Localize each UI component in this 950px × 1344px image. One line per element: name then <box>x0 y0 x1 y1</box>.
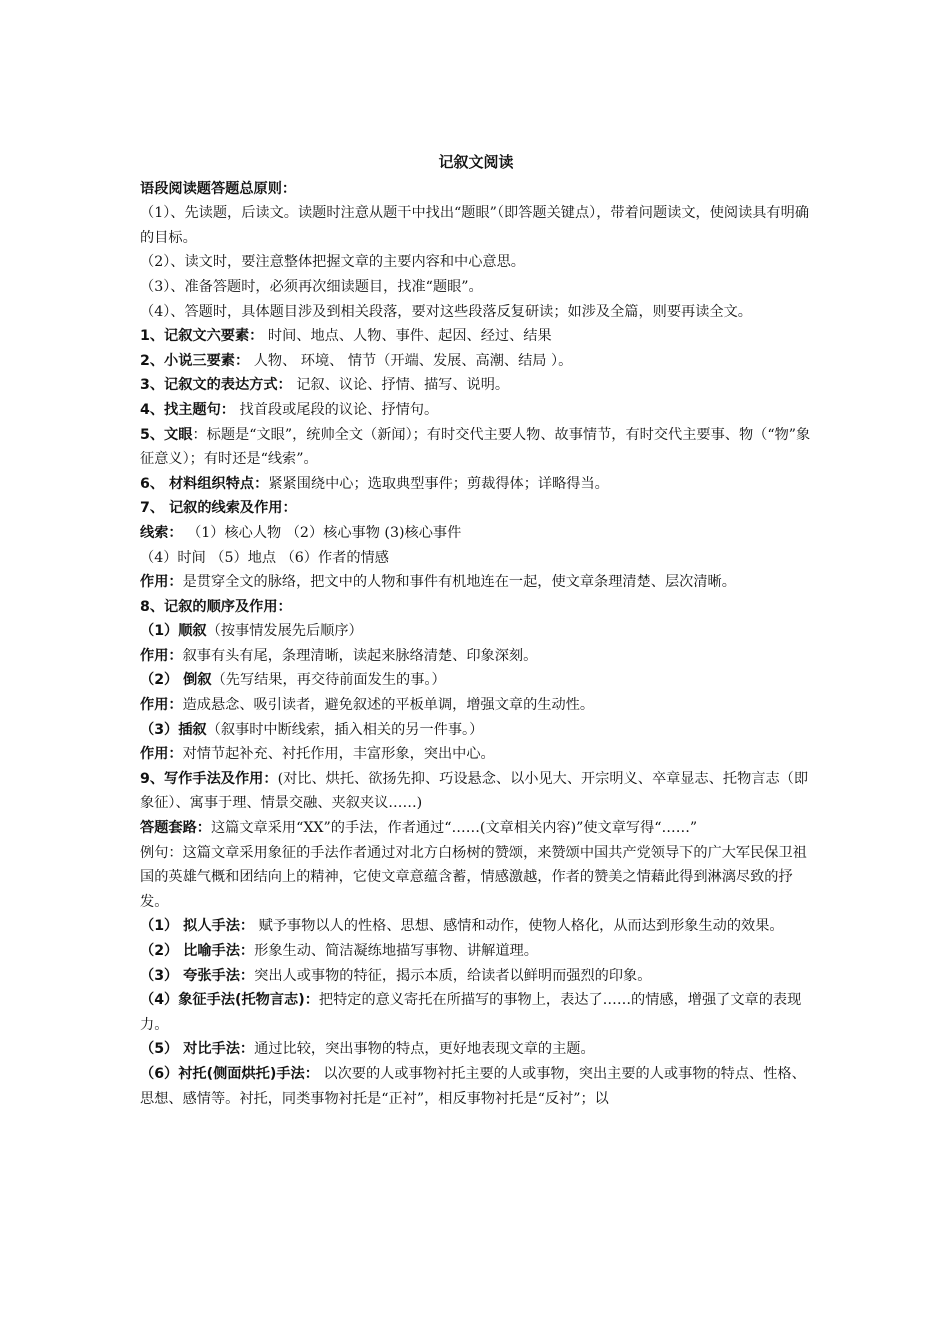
paragraph <box>140 988 812 1037</box>
paragraph <box>140 521 812 546</box>
paragraph-text: （4）、答题时，具体题目涉及到相关段落，要对这些段落反复研读；如涉及全篇，则要再读全文。 <box>140 303 752 320</box>
paragraph-text: 紧紧围绕中心；选取典型事件；剪裁得体；详略得当。 <box>268 475 609 492</box>
bold-heading: 线索： <box>140 524 183 541</box>
paragraph-text: （按事情发展先后顺序） <box>206 623 363 640</box>
bold-heading: 作用： <box>140 647 183 664</box>
bold-heading: （3）插叙 <box>140 721 207 738</box>
bold-heading: （1） 拟人手法： <box>140 918 255 935</box>
paragraph <box>140 644 812 669</box>
bold-heading: 作用： <box>140 697 183 714</box>
paragraph-text: 找首段或尾段的议论、抒情句。 <box>235 401 439 418</box>
bold-heading: 作用： <box>140 574 183 591</box>
paragraph <box>140 939 812 964</box>
bold-heading: （6）衬托(侧面烘托)手法： <box>140 1065 319 1082</box>
paragraph-text: 以次要的人或事物衬托主要的人或事物，突出主要的人或事物的特点、性格、思想、感情等。衬托，同类事物衬托是“正衬”，相反事物衬托是“反衬”；以 <box>140 1065 806 1107</box>
bold-heading: 4、找主题句： <box>140 401 235 418</box>
paragraph-text: 突出人或事物的特征，揭示本质，给读者以鲜明而强烈的印象。 <box>254 967 652 984</box>
paragraph-text: 记叙、议论、抒情、描写、说明。 <box>291 377 510 394</box>
paragraph-text: 是贯穿全文的脉络，把文中的人物和事件有机地连在一起，使文章条理清楚、层次清晰。 <box>182 574 736 591</box>
bold-heading: 答题套路： <box>140 820 211 837</box>
paragraph <box>140 300 812 325</box>
bold-heading: 2、小说三要素： <box>140 352 250 369</box>
paragraph-text: 形象生动、简洁凝练地描写事物、讲解道理。 <box>254 943 538 959</box>
bold-heading: （4）象征手法(托物言志)： <box>140 992 319 1009</box>
paragraph <box>140 767 812 816</box>
paragraph <box>140 964 812 989</box>
paragraph <box>140 841 812 915</box>
bold-heading: 8、记叙的顺序及作用： <box>140 598 292 615</box>
paragraph-text: （4）时间 （5）地点 （6）作者的情感 <box>140 549 389 566</box>
paragraph <box>140 398 812 423</box>
paragraph-text: 叙事有头有尾，条理清晰，读起来脉络清楚、印象深刻。 <box>182 647 538 664</box>
paragraph <box>140 177 812 202</box>
paragraph <box>140 914 812 939</box>
paragraph-text: （1）核心人物 （2）核心事物 (3)核心事件 <box>182 524 462 541</box>
bold-heading: 作用： <box>140 746 183 763</box>
bold-heading: 1、记叙文六要素： <box>140 328 264 345</box>
paragraph <box>140 693 812 718</box>
paragraph-text: 把特定的意义寄托在所描写的事物上，表达了……的情感，增强了文章的表现力。 <box>140 992 802 1033</box>
paragraph <box>140 619 812 644</box>
paragraph-text: 通过比较，突出事物的特点，更好地表现文章的主题。 <box>254 1041 595 1058</box>
bold-heading: 3、记叙文的表达方式： <box>140 377 292 394</box>
paragraph-text: 时间、地点、人物、事件、起因、经过、结果 <box>263 328 552 345</box>
paragraph-text: ：标题是“文眼”，统帅全文（新闻）；有时交代主要人物、故事情节，有时交代主要事、物（“物”象征意义）；有时还是“线索”。 <box>140 426 811 468</box>
paragraph <box>140 324 812 349</box>
paragraph <box>140 742 812 767</box>
paragraph-text: 人物、 环境、 情节（开端、发展、高潮、结局 ）。 <box>249 352 573 369</box>
paragraph <box>140 570 812 595</box>
paragraph <box>140 1037 812 1062</box>
paragraph-text: 赋予事物以人的性格、思想、感情和动作，使物人格化，从而达到形象生动的效果。 <box>254 918 784 935</box>
paragraph-text: (对比、烘托、欲扬先抑、巧设悬念、以小见大、开宗明义、卒章显志、托物言志（即象征）、寓事于理、情景交融、夹叙夹议……) <box>140 770 809 812</box>
paragraph <box>140 496 812 521</box>
bold-heading: 9、写作手法及作用： <box>140 770 278 787</box>
document-body <box>140 150 812 1111</box>
paragraph-text: 这篇文章采用“XX”的手法，作者通过“……(文章相关内容)”使文章写得“……” <box>210 820 698 837</box>
paragraph <box>140 718 812 743</box>
document-title: 记叙文阅读 <box>438 153 514 171</box>
paragraph-text: （1）、先读题，后读文。读题时注意从题干中找出“题眼”（即答题关键点），带着问题读文，使阅读具有明确的目标。 <box>140 205 810 246</box>
paragraph-text: （2）、读文时，要注意整体把握文章的主要内容和中心意思。 <box>140 254 525 271</box>
paragraph <box>140 275 812 300</box>
bold-heading: （1）顺叙 <box>140 623 207 640</box>
paragraph <box>140 816 812 841</box>
paragraph <box>140 349 812 374</box>
paragraph-text: 对情节起补充、衬托作用，丰富形象，突出中心。 <box>182 746 495 763</box>
paragraph <box>140 201 812 250</box>
paragraph <box>140 1062 812 1111</box>
paragraph <box>140 250 812 275</box>
bold-heading: 语段阅读题答题总原则： <box>140 180 297 197</box>
bold-heading: （2） 比喻手法： <box>140 943 255 959</box>
bold-heading: 6、 材料组织特点： <box>140 475 269 492</box>
bold-heading: 5、文眼 <box>140 426 193 443</box>
paragraph-text: 例句：这篇文章采用象征的手法作者通过对北方白杨树的赞颂，来赞颂中国共产党领导下的广大军民保卫祖国的英雄气概和团结向上的精神，它使文章意蕴含蓄，情感激越，作者的赞美之情藉此得到淋漓尽致的抒发。 <box>140 844 807 910</box>
bold-heading: （3） 夸张手法： <box>140 967 255 984</box>
bold-heading: （5） 对比手法： <box>140 1041 255 1058</box>
paragraph <box>140 546 812 571</box>
paragraph-text: 造成悬念、吸引读者，避免叙述的平板单调，增强文章的生动性。 <box>182 697 595 714</box>
bold-heading: 7、 记叙的线索及作用： <box>140 500 297 517</box>
paragraph <box>140 595 812 620</box>
paragraph-text: （叙事时中断线索，插入相关的另一件事。） <box>206 721 484 738</box>
paragraph-text: （先写结果，再交待前面发生的事。） <box>211 672 446 689</box>
paragraph <box>140 423 812 472</box>
bold-heading: （2） 倒叙 <box>140 672 212 689</box>
paragraph-text: （3）、准备答题时，必须再次细读题目，找准“题眼”。 <box>140 278 483 295</box>
paragraph <box>140 668 812 693</box>
paragraph <box>140 472 812 497</box>
paragraph-list <box>140 177 812 1112</box>
paragraph <box>140 373 812 398</box>
